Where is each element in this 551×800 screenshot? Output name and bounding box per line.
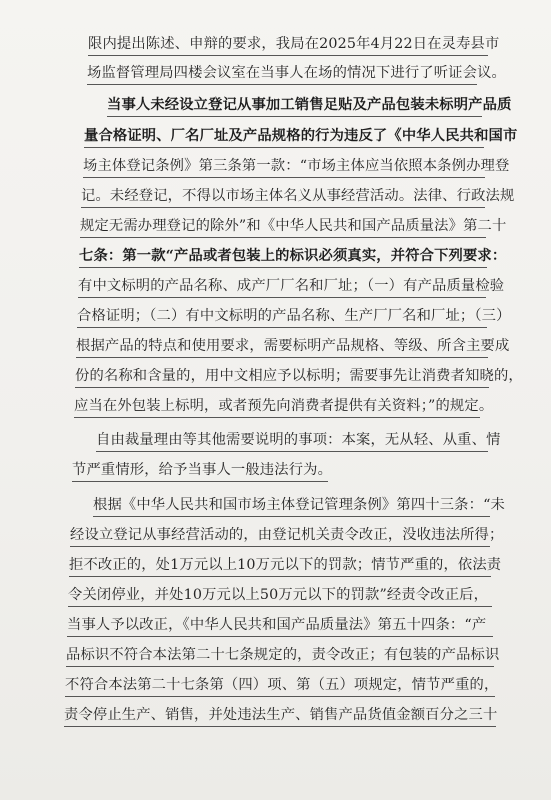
underline bbox=[84, 147, 484, 148]
text-line: 当事人未经设立登记从事加工销售足贴及产品包装未标明产品质 bbox=[107, 97, 512, 113]
underline bbox=[65, 696, 495, 697]
text-line: 经设立登记从事经营活动的，由登记机关责令改正，没收违法所得； bbox=[70, 527, 504, 543]
text-line: 根据《中华人民共和国市场主体登记管理条例》第四十三条：“未 bbox=[93, 497, 505, 513]
underline bbox=[66, 666, 494, 667]
underline bbox=[81, 207, 485, 208]
underline bbox=[75, 387, 489, 388]
underline bbox=[76, 357, 488, 358]
underline bbox=[88, 55, 488, 56]
text-line: 记。未经登记，不得以市场主体名义从事经营活动。法律、行政法规 bbox=[81, 188, 515, 204]
underline bbox=[107, 116, 482, 117]
text-line: 拒不改正的，处1万元以上10万元以下的罚款；情节严重的，依法责 bbox=[69, 557, 502, 573]
text-line: 场监督管理局四楼会议室在当事人在场的情况下进行了听证会议。 bbox=[87, 65, 506, 81]
text-line: 当事人予以改正，《中华人民共和国产品质量法》第五十四条：“产 bbox=[67, 617, 487, 633]
text-line: 规定无需办理登记的除外”和《中华人民共和国产品质量法》第二十 bbox=[80, 218, 507, 234]
text-line: 份的名称和含量的，用中文相应予以标明；需要事先让消费者知晓的， bbox=[75, 368, 523, 384]
underline bbox=[93, 516, 490, 517]
underline bbox=[72, 481, 328, 482]
text-line: 节严重情形，给予当事人一般违法行为。 bbox=[72, 462, 333, 478]
underline bbox=[64, 726, 496, 727]
text-line: 限内提出陈述、申辩的要求，我局在2025年4月22日在灵寿县市 bbox=[88, 36, 500, 52]
text-line: 场主体登记条例》第三条第一款：“市场主体应当依照本条例办理登 bbox=[83, 158, 510, 174]
text-line: 应当在外包装上标明，或者预先向消费者提供有关资料；”的规定。 bbox=[74, 398, 494, 414]
underline bbox=[69, 576, 491, 577]
text-line: 根据产品的特点和使用要求，需要标明产品规格、等级、所含主要成 bbox=[76, 338, 510, 354]
text-line: 令关闭停业，并处10万元以上50万元以下的罚款”经责令改正后， bbox=[68, 587, 489, 603]
text-line: 七条：第一款“产品或者包装上的标识必须真实，并符合下列要求： bbox=[79, 248, 507, 264]
underline bbox=[70, 546, 490, 547]
underline bbox=[79, 267, 487, 268]
text-line: 不符合本法第二十七条第（四）项、第（五）项规定，情节严重的， bbox=[65, 677, 499, 693]
underline bbox=[78, 297, 486, 298]
text-line: 自由裁量理由等其他需要说明的事项：本案，无从轻、从重、情 bbox=[96, 432, 501, 448]
text-line: 合格证明；（二）有中文标明的产品名称、生产厂厂名和厂址；（三） bbox=[77, 308, 511, 324]
underline bbox=[87, 84, 477, 85]
text-line: 有中文标明的产品名称、成产厂厂名和厂址；（一）有产品质量检验 bbox=[78, 278, 505, 294]
underline bbox=[83, 177, 485, 178]
underline bbox=[96, 451, 488, 452]
text-line: 量合格证明、厂名厂址及产品规格的行为违反了《中华人民共和国市 bbox=[84, 128, 518, 144]
underline bbox=[77, 327, 487, 328]
underline bbox=[67, 636, 493, 637]
underline bbox=[80, 237, 486, 238]
text-line: 责令停止生产、销售，并处违法生产、销售产品货值金额百分之三十 bbox=[64, 707, 498, 723]
text-line: 品标识不符合本法第二十七条规定的，责令改正；有包装的产品标识 bbox=[66, 647, 500, 663]
underline bbox=[74, 417, 480, 418]
underline bbox=[68, 606, 492, 607]
